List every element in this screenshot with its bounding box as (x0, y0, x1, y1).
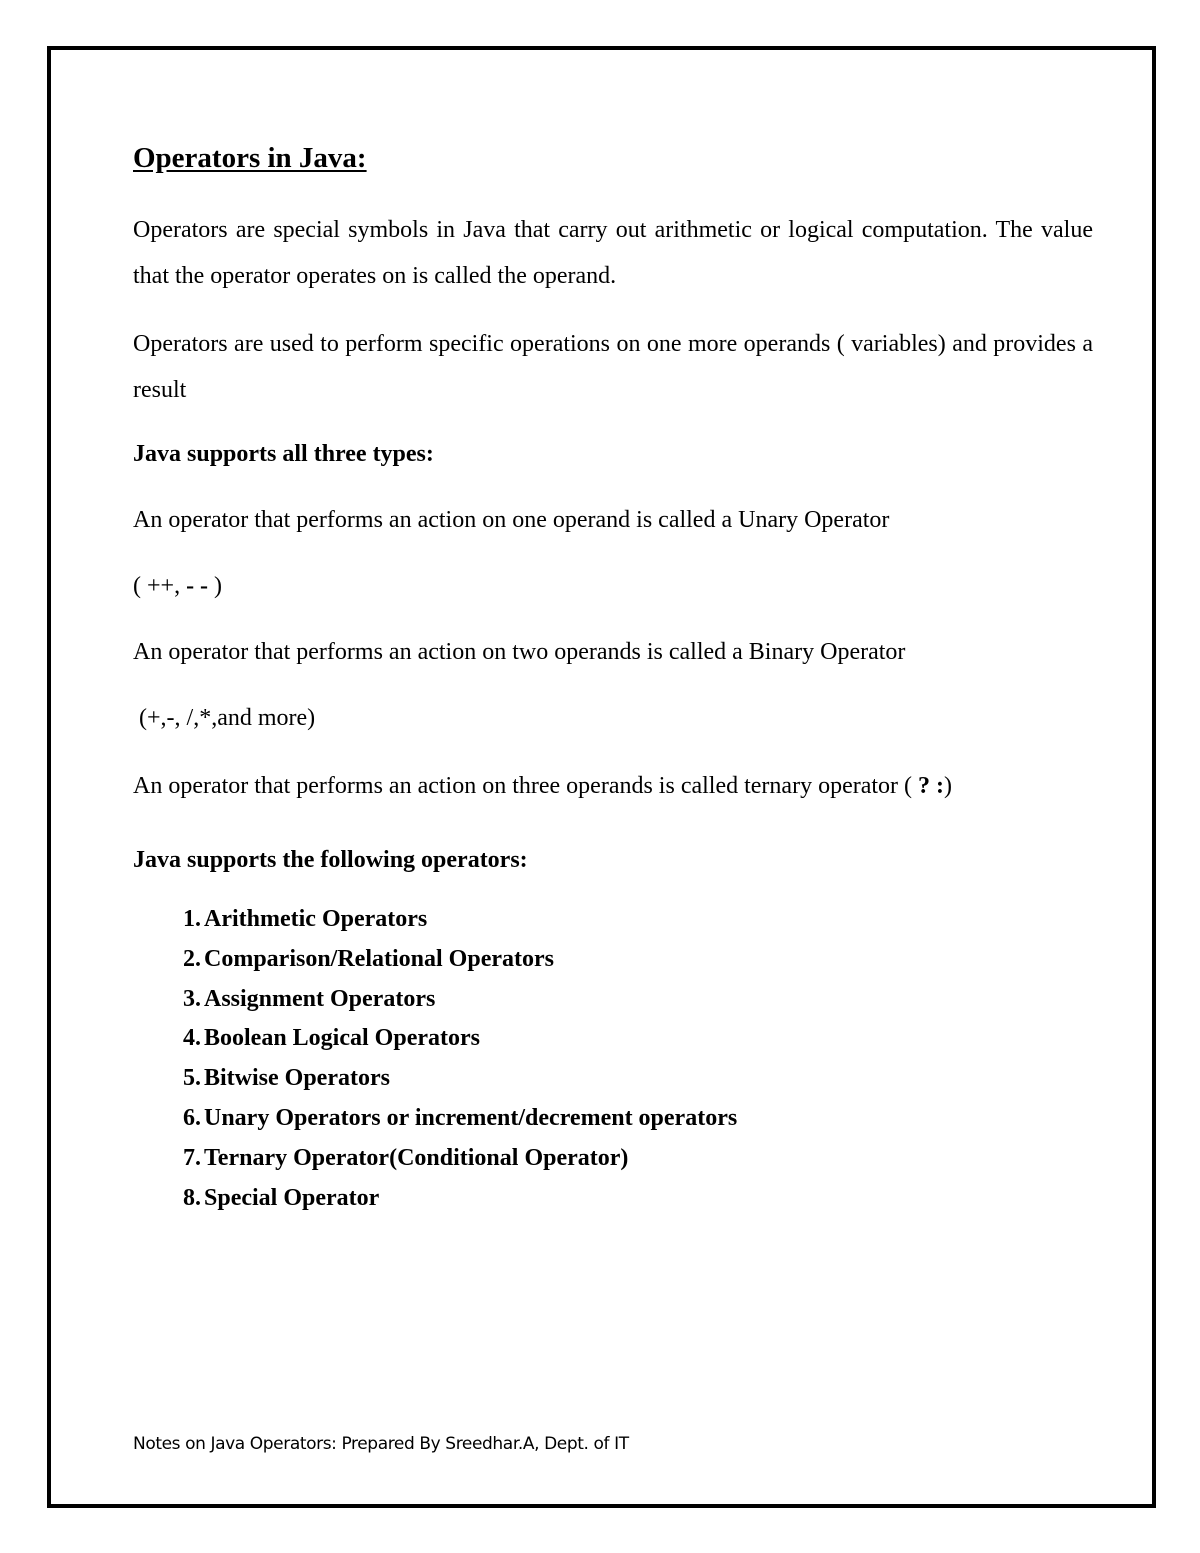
list-item-label: Assignment Operators (204, 985, 436, 1012)
document-content (133, 138, 1093, 1218)
list-item-number: 7. (183, 1144, 201, 1171)
binary-description: An operator that performs an action on two operands is called a Binary Operator (133, 639, 906, 665)
list-item-number: 8. (183, 1184, 201, 1211)
types-heading: Java supports all three types: (133, 441, 434, 467)
list-item-label: Comparison/Relational Operators (204, 945, 554, 972)
list-item-label: Ternary Operator(Conditional Operator) (204, 1144, 629, 1171)
list-item-label: Bitwise Operators (204, 1065, 390, 1092)
unary-description: An operator that performs an action on one operand is called a Unary Operator (133, 507, 890, 533)
list-item-label: Special Operator (204, 1184, 380, 1211)
list-item-number: 4. (183, 1025, 201, 1052)
list-item-label: Unary Operators or increment/decrement operators (204, 1104, 738, 1131)
list-item-label: Arithmetic Operators (204, 906, 428, 932)
binary-symbols: (+,-, /,*,and more) (133, 705, 316, 731)
ternary-description (133, 769, 1093, 803)
operators-list (133, 900, 1093, 1218)
operators-heading: Java supports the following operators: (133, 847, 528, 873)
list-item (133, 1179, 1093, 1219)
unary-symbols-bold: - - (186, 573, 209, 599)
list-item (133, 1059, 1093, 1099)
list-item-number: 2. (183, 945, 201, 972)
list-item (133, 980, 1093, 1020)
list-item (133, 940, 1093, 980)
unary-symbols-open: ( ++, (133, 573, 187, 599)
list-item-number: 6. (183, 1104, 201, 1131)
unary-symbols-close: ) (208, 573, 223, 599)
page-title: Operators in Java: (133, 142, 367, 174)
intro-paragraph-2: Operators are used to perform specific operations on one more operands ( variables) and provides a result (133, 331, 1093, 403)
ternary-close: ) (944, 773, 953, 799)
list-item-number: 5. (183, 1065, 201, 1092)
unary-symbols (133, 569, 1093, 603)
list-item (133, 900, 1093, 940)
list-item (133, 1099, 1093, 1139)
list-item-number: 1. (183, 906, 201, 932)
list-item-number: 3. (183, 985, 201, 1012)
page-footer: Notes on Java Operators: Prepared By Sreedhar.A, Dept. of IT (133, 1434, 629, 1454)
ternary-symbols: ? : (918, 773, 945, 799)
ternary-text: An operator that performs an action on three operands is called ternary operator ( (133, 773, 919, 799)
intro-paragraph-1: Operators are special symbols in Java that carry out arithmetic or logical computation. The value that the operator operates on is called the operand. (133, 217, 1093, 289)
list-item-label: Boolean Logical Operators (204, 1025, 480, 1052)
list-item (133, 1019, 1093, 1059)
list-item (133, 1139, 1093, 1179)
